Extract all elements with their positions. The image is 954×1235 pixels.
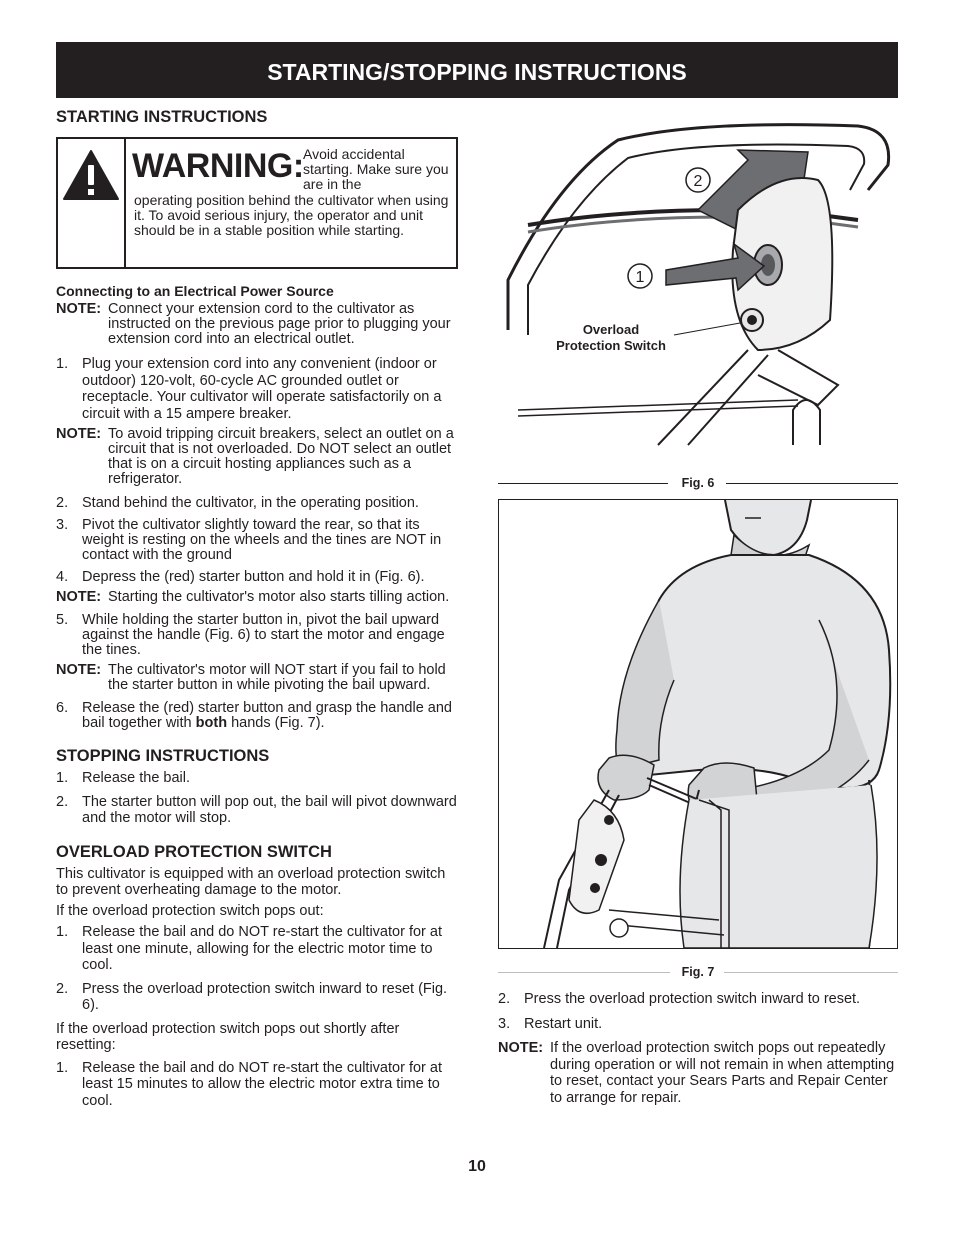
item-text-a: Release the (red) starter button and grasp the handle and bail together with: [82, 700, 452, 731]
item-number: 1.: [56, 356, 69, 372]
item-text: While holding the starter button in, pivot the bail upward against the handle (Fig. 6) to start the motor and engage the tines.: [82, 612, 445, 658]
overload-if-pops: If the overload protection switch pops out:: [56, 902, 324, 919]
item-text: The starter button will pop out, the bail will pivot downward and the motor will stop.: [82, 793, 457, 826]
page-header: STARTING/STOPPING INSTRUCTIONS: [56, 42, 898, 98]
item-number: 2.: [56, 495, 69, 511]
list-item: [56, 518, 458, 563]
item-text: Release the bail and do NOT re-start the cultivator for at least one minute, allowing for the electric motor time to cool.: [82, 924, 442, 973]
fig6-illustration: [498, 120, 898, 450]
overload-intro: This cultivator is equipped with an overload protection switch to prevent overheating damage to the motor.: [56, 865, 446, 898]
list-item: [498, 991, 898, 1008]
list-item: [56, 701, 458, 731]
list-item: [56, 495, 458, 512]
item-text: Stand behind the cultivator, in the operating position.: [82, 495, 419, 511]
note-label: NOTE:: [56, 589, 102, 605]
list-item: [498, 1016, 898, 1033]
fig7-illustration: [499, 500, 897, 948]
fig6-caption: [498, 476, 898, 490]
fig7-frame: [498, 499, 898, 949]
note-label: NOTE:: [56, 662, 102, 678]
list-item: [56, 794, 458, 827]
item-number: 3.: [498, 1015, 511, 1032]
power-source-subheading: Connecting to an Electrical Power Source: [56, 283, 334, 299]
note-circuit-breakers: [56, 427, 458, 487]
fig7-label: Fig. 7: [681, 965, 715, 979]
list-item: [56, 981, 458, 1014]
right-column: [498, 120, 898, 1106]
item-text: Restart unit.: [524, 1015, 603, 1032]
fig7-caption: [498, 965, 898, 979]
starting-heading: STARTING INSTRUCTIONS: [56, 108, 268, 126]
warning-box: [56, 137, 458, 269]
callout-2: 2: [693, 173, 703, 190]
note-label: NOTE:: [56, 301, 102, 317]
list-item: [56, 924, 458, 974]
warning-title: WARNING:: [132, 147, 304, 185]
item-number: 5.: [56, 612, 69, 628]
warning-symbol: [58, 139, 126, 267]
left-column: [56, 108, 458, 1109]
page-number: 10: [468, 1158, 486, 1175]
list-item: [56, 770, 458, 787]
list-item: [56, 356, 458, 422]
note-text: If the overload protection switch pops out repeatedly during operation or will not remain in when attempting to reset, contact your Sears Parts and Repair Center to arrange for repair.: [550, 1040, 895, 1106]
note-text: Starting the cultivator's motor also starts tilling action.: [108, 589, 450, 605]
item-text: Release the bail.: [82, 770, 191, 786]
item-number: 3.: [56, 516, 69, 533]
stopping-heading: STOPPING INSTRUCTIONS: [56, 747, 270, 765]
list-item: [56, 1060, 458, 1110]
item-number: 2.: [56, 793, 69, 810]
item-number: 2.: [498, 991, 511, 1007]
note-tilling-action: [56, 590, 458, 605]
overload-label-line1: Overload: [582, 322, 640, 337]
warning-text-right: Avoid accidental starting. Make sure you are in the: [303, 146, 449, 192]
item-text-b: hands (Fig. 7).: [227, 715, 325, 731]
item-number: 6.: [56, 700, 69, 716]
note-motor-will-not-start: [56, 663, 458, 693]
warning-triangle-icon: [58, 139, 124, 267]
note-contact-sears: [498, 1040, 898, 1106]
warning-text-below: operating position behind the cultivator when using it. To avoid serious injury, the operator and unit should be in a stable position while starting.: [134, 192, 449, 238]
item-number: 1.: [56, 924, 69, 940]
overload-heading: OVERLOAD PROTECTION SWITCH: [56, 842, 332, 861]
fig6-label: Fig. 6: [681, 476, 715, 490]
item-text: Press the overload protection switch inward to reset.: [524, 991, 861, 1007]
overload-label-line2: Protection Switch: [556, 338, 666, 353]
note-text: To avoid tripping circuit breakers, select an outlet on a circuit that is not overloaded. Do NOT select an outlet that is on a circuit hosting appliances such as a refrigerator.: [108, 426, 454, 487]
item-number: 1.: [56, 1059, 69, 1076]
note-label: NOTE:: [56, 426, 102, 442]
note-text: Connect your extension cord to the cultivator as instructed on the previous page prior to plugging your extension cord into an electrical outlet.: [108, 301, 451, 347]
item-number: 1.: [56, 770, 69, 786]
overload-if-shortly: If the overload protection switch pops out shortly after resetting:: [56, 1020, 400, 1053]
item-text: [82, 701, 458, 731]
item-text: Plug your extension cord into any convenient (indoor or outdoor) 120-volt, 60-cycle AC grounded outlet or receptacle. Your cultivator will operate satisfactorily on a circuit with a 15 ampere breaker.: [82, 356, 442, 422]
item-text-bold: both: [195, 715, 228, 731]
item-number: 4.: [56, 568, 69, 585]
list-item: [56, 613, 458, 658]
item-number: 2.: [56, 980, 69, 997]
item-text: Press the overload protection switch inward to reset (Fig. 6).: [82, 980, 448, 1013]
callout-1: 1: [635, 269, 645, 286]
list-item: [56, 569, 458, 586]
item-text: Pivot the cultivator slightly toward the rear, so that its weight is resting on the wheels and the tines are NOT in contact with the ground: [82, 516, 442, 563]
note-label: NOTE:: [498, 1040, 544, 1056]
note-extension-cord: [56, 302, 458, 347]
note-text: The cultivator's motor will NOT start if you fail to hold the starter button in while pivoting the bail upward.: [108, 662, 446, 693]
item-text: Release the bail and do NOT re-start the cultivator for at least 15 minutes to allow the electric motor extra time to cool.: [82, 1059, 442, 1109]
item-text: Depress the (red) starter button and hold it in (Fig. 6).: [82, 568, 425, 585]
